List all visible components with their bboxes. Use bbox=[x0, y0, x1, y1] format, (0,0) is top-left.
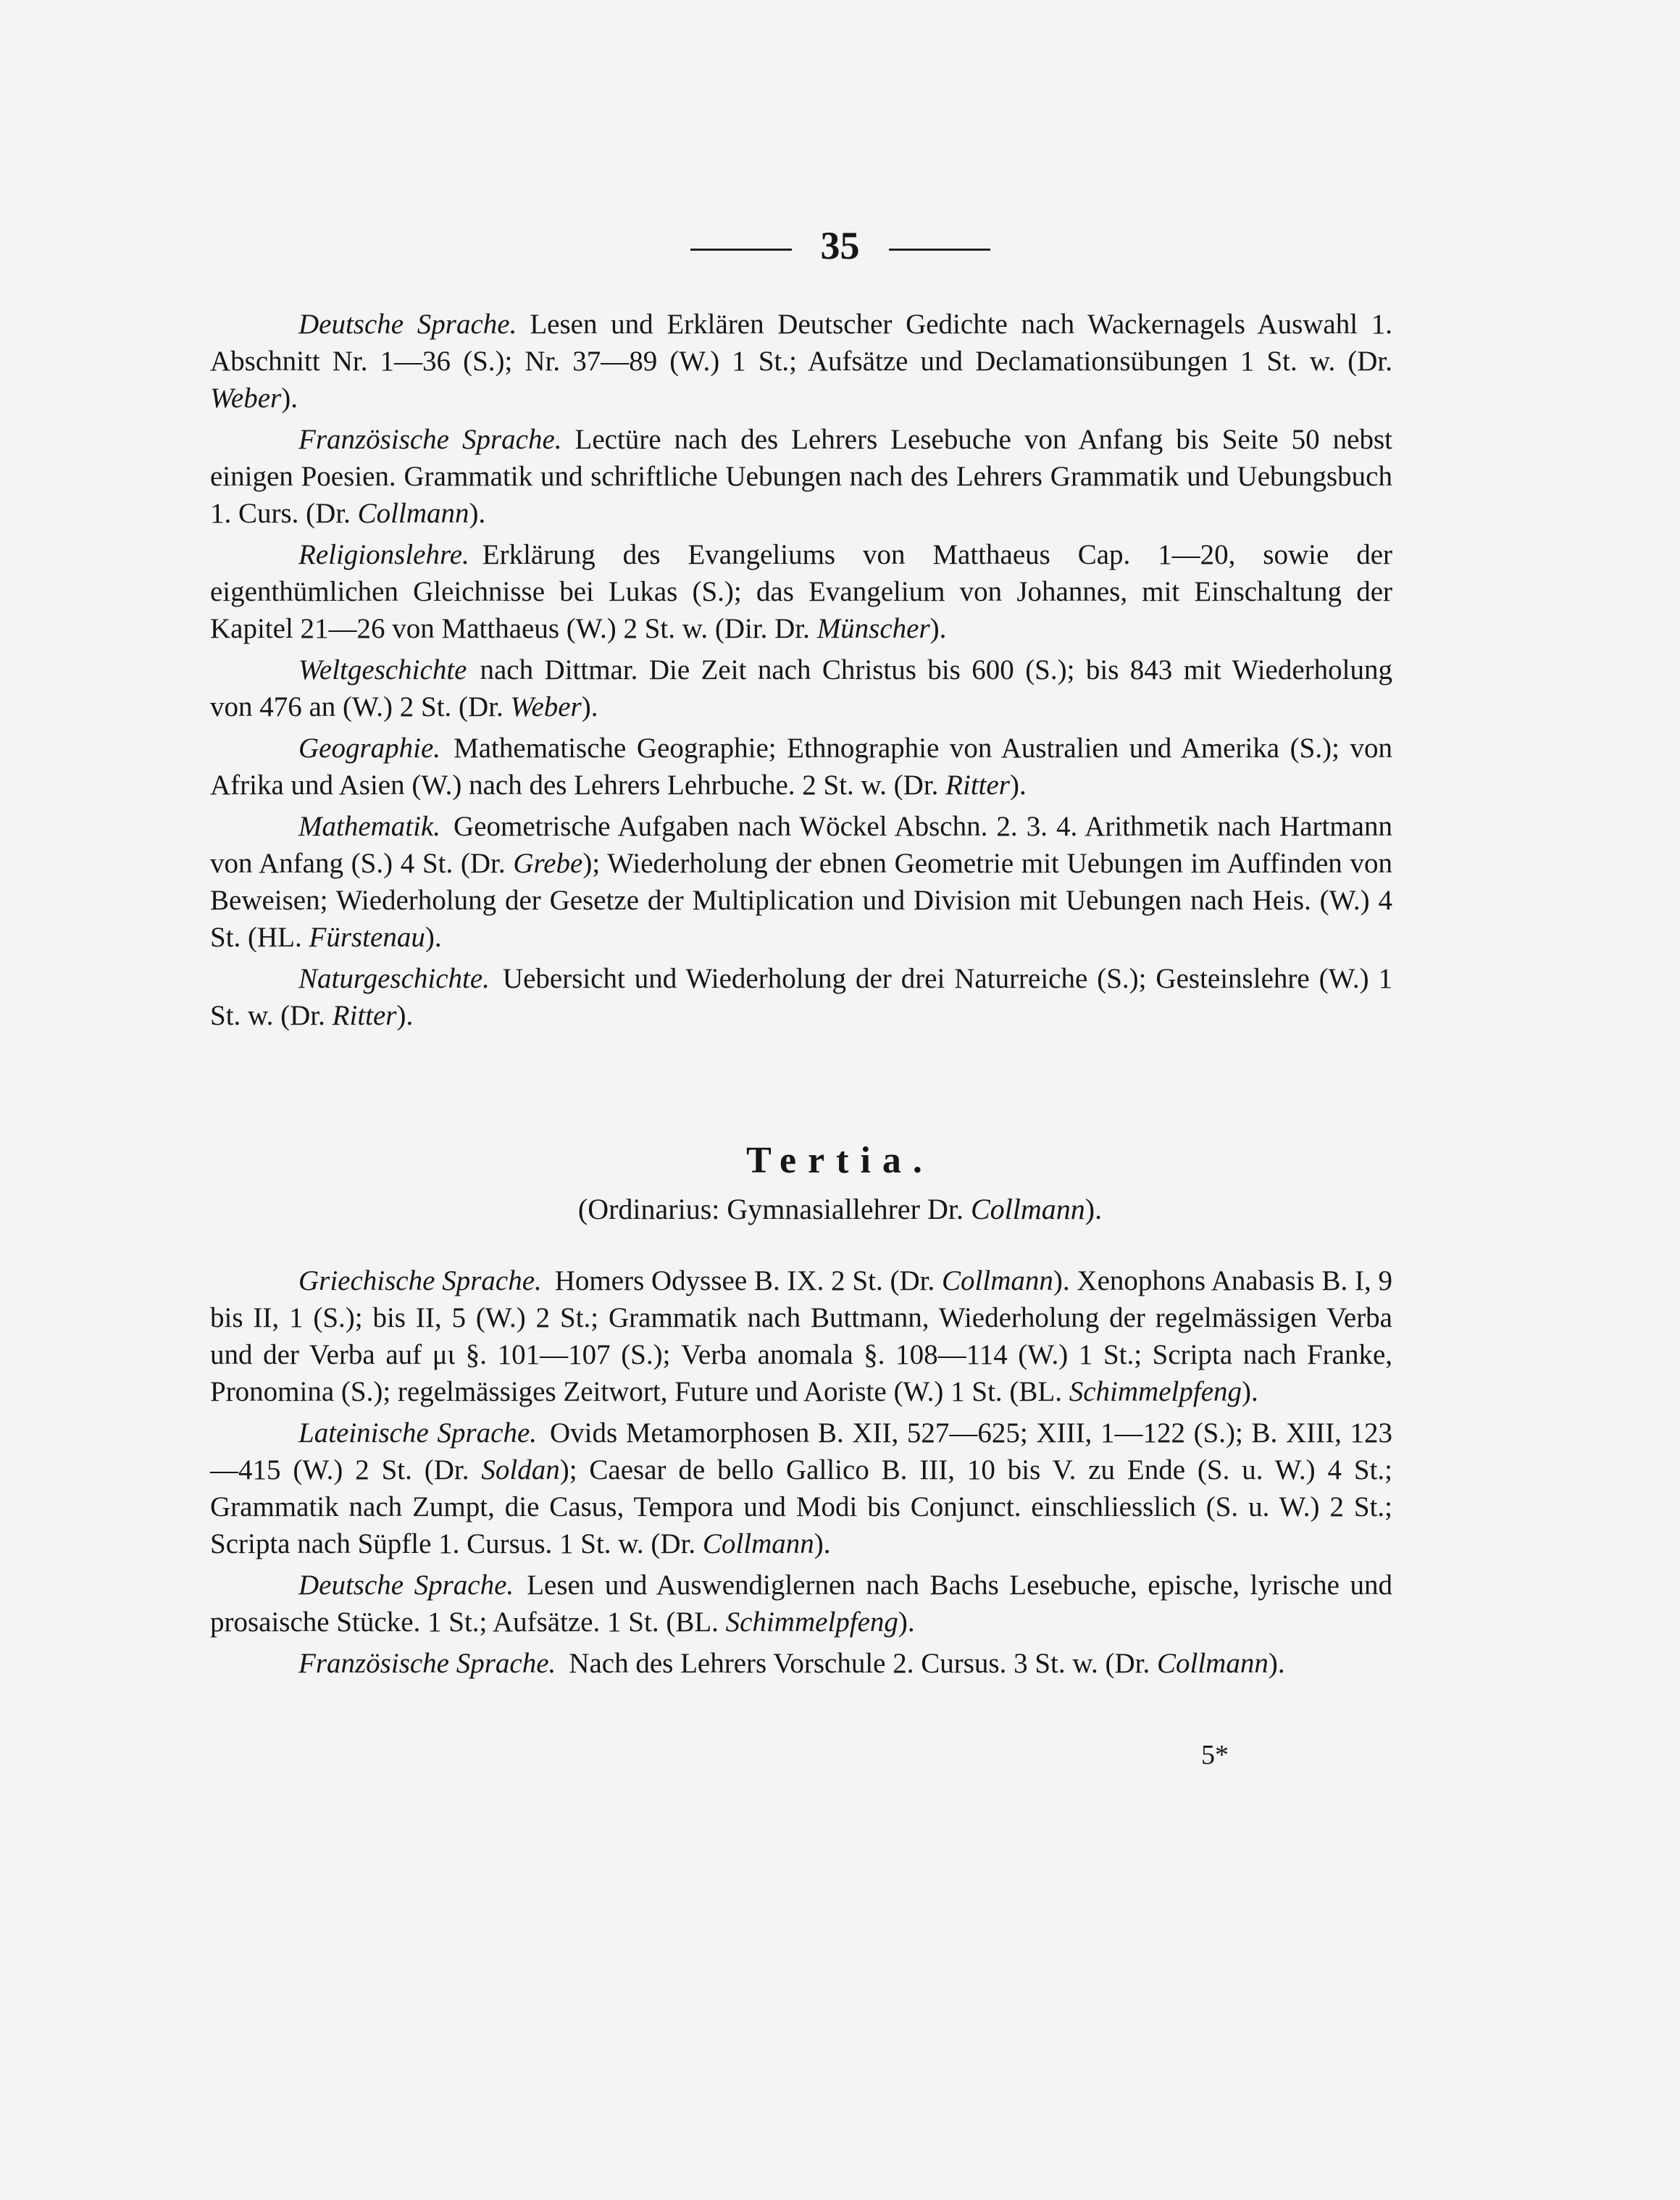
subject-text: Uebersicht und Wiederholung der drei Naturreiche (S.); Gesteinslehre (W.) 1 St. w. (Dr. bbox=[210, 963, 1392, 1031]
teacher-name: Collmann bbox=[1156, 1648, 1269, 1679]
subject-paragraph bbox=[210, 306, 1392, 417]
teacher-name: Schimmelpfeng bbox=[725, 1607, 898, 1638]
teacher-name: Weber bbox=[210, 383, 282, 414]
teacher-name: Collmann bbox=[702, 1528, 814, 1559]
subject-text: ). bbox=[396, 1000, 414, 1031]
subject-heading: Naturgeschichte. bbox=[298, 963, 490, 994]
subject-text: Homers Odyssee B. IX. 2 St. (Dr. bbox=[554, 1265, 943, 1296]
subject-text: ). Xenophons Anabasis B. I, 9 bis II, 1 (S.); bis II, 5 (W.) 2 St.; Grammatik nach Buttmann, Wiederholung der regelmässigen Verba und der Verba auf μι §. 101—107 (S.); Verba anomala §. 108—114 (W.) 1 St.; Scripta nach Franke, Pronomina (S.); regelmässiges Zeitwort, Future und Aoriste (W.) 1 St. (BL. bbox=[210, 1265, 1393, 1407]
subject-paragraph bbox=[210, 1414, 1392, 1562]
teacher-name: Weber bbox=[510, 691, 582, 722]
teacher-name: Collmann bbox=[357, 498, 469, 529]
subject-text: ). bbox=[581, 691, 598, 722]
subject-text: ). bbox=[898, 1607, 915, 1638]
section-heading: Tertia. bbox=[746, 1140, 934, 1181]
ordinarius-close: ). bbox=[1085, 1193, 1103, 1225]
subject-heading: Geographie. bbox=[298, 733, 441, 764]
subject-text: ); Wiederholung der ebnen Geometrie mit Uebungen im Auffinden von Beweisen; Wiederholung der Gesetze der Multiplication und Division mit Uebungen nach Heis. (W.) 4 St. (HL. bbox=[210, 848, 1392, 953]
subject-paragraph bbox=[210, 808, 1392, 956]
subject-text: Geometrische Aufgaben nach Wöckel Abschn. 2. 3. 4. Arithmetik nach Hartmann von Anfang (S.) 4 St. (Dr. bbox=[210, 811, 1392, 879]
teacher-name: Ritter bbox=[945, 770, 1010, 801]
subject-paragraph bbox=[210, 1645, 1392, 1682]
subject-text: ). bbox=[281, 383, 298, 414]
subject-paragraph bbox=[210, 651, 1392, 725]
header-rule-left bbox=[690, 249, 792, 251]
subject-paragraph bbox=[210, 730, 1392, 804]
signature-mark: 5* bbox=[1201, 1740, 1229, 1770]
teacher-name: Fürstenau bbox=[309, 922, 425, 953]
subject-heading: Deutsche Sprache. bbox=[298, 309, 517, 340]
subject-heading: Griechische Sprache. bbox=[298, 1265, 542, 1296]
subject-text: Lectüre nach des Lehrers Lesebuche von Anfang bis Seite 50 nebst einigen Poesien. Grammatik und schriftliche Uebungen nach des Lehrers Grammatik und Uebungsbuch 1. Curs. (Dr. bbox=[210, 424, 1392, 529]
subject-text: ). bbox=[1242, 1376, 1258, 1407]
subjects-block-upper bbox=[210, 306, 1392, 1038]
subject-text: ). bbox=[469, 498, 486, 529]
subject-text: ); Caesar de bello Gallico B. III, 10 bis V. zu Ende (S. u. W.) 4 St.; Grammatik nach Zumpt, die Casus, Tempora und Modi bis Conjunct. einschliesslich (S. u. W.) 2 St.; Scripta nach Süpfle 1. Cursus. 1 St. w. (Dr. bbox=[210, 1454, 1392, 1559]
ordinarius-teacher: Collmann bbox=[970, 1193, 1085, 1225]
subject-text: ). bbox=[929, 613, 947, 644]
teacher-name: Schimmelpfeng bbox=[1069, 1376, 1242, 1407]
subject-text: Nach des Lehrers Vorschule 2. Cursus. 3 St. w. (Dr. bbox=[569, 1648, 1157, 1679]
teacher-name: Grebe bbox=[513, 848, 583, 879]
section-ordinarius bbox=[0, 1192, 1680, 1226]
subject-text: ). bbox=[1268, 1648, 1285, 1679]
subject-heading: Religionslehre. bbox=[298, 539, 469, 570]
page-header bbox=[0, 223, 1680, 268]
subject-heading: Deutsche Sprache. bbox=[298, 1570, 514, 1601]
subject-text: ). bbox=[1010, 770, 1027, 801]
header-rule-right bbox=[889, 249, 990, 251]
teacher-name: Münscher bbox=[816, 613, 930, 644]
subject-text: Erklärung des Evangeliums von Matthaeus Cap. 1—20, sowie der eigenthümlichen Gleichnisse bei Lukas (S.); das Evangelium von Johannes, mit Einschaltung der Kapitel 21—26 von Matthaeus (W.) 2 St. w. (Dir. Dr. bbox=[210, 539, 1392, 644]
subject-paragraph bbox=[210, 536, 1392, 647]
subject-text: Lesen und Erklären Deutscher Gedichte nach Wackernagels Auswahl 1. Abschnitt Nr. 1—36 (S.); Nr. 37—89 (W.) 1 St.; Aufsätze und Declamationsübungen 1 St. w. (Dr. bbox=[210, 309, 1393, 377]
subjects-block-tertia bbox=[210, 1262, 1392, 1686]
subject-paragraph bbox=[210, 1567, 1392, 1641]
subject-text: ). bbox=[425, 922, 442, 953]
subject-text: nach Dittmar. Die Zeit nach Christus bis 600 (S.); bis 843 mit Wiederholung von 476 an (W.) 2 St. (Dr. bbox=[210, 654, 1392, 722]
subject-text: Mathematische Geographie; Ethnographie von Australien und Amerika (S.); von Afrika und Asien (W.) nach des Lehrers Lehrbuche. 2 St. w. (Dr. bbox=[210, 733, 1392, 801]
subject-heading: Französische Sprache. bbox=[298, 1648, 556, 1679]
subject-text: Ovids Metamorphosen B. XII, 527—625; XIII, 1—122 (S.); B. XIII, 123—415 (W.) 2 St. (Dr. bbox=[210, 1417, 1392, 1486]
subject-paragraph bbox=[210, 421, 1392, 532]
subject-text: Lesen und Auswendiglernen nach Bachs Lesebuche, epische, lyrische und prosaische Stücke. 1 St.; Aufsätze. 1 St. (BL. bbox=[210, 1570, 1392, 1638]
subject-paragraph bbox=[210, 960, 1392, 1034]
subject-text: ). bbox=[814, 1528, 831, 1559]
page-number: 35 bbox=[820, 224, 860, 267]
subject-heading: Französische Sprache. bbox=[298, 424, 562, 455]
subject-heading: Mathematik. bbox=[298, 811, 441, 842]
subject-heading: Weltgeschichte bbox=[298, 654, 467, 686]
subject-heading: Lateinische Sprache. bbox=[298, 1417, 538, 1449]
subject-paragraph bbox=[210, 1262, 1392, 1410]
ordinarius-text: (Ordinarius: Gymnasiallehrer Dr. bbox=[577, 1193, 971, 1225]
teacher-name: Collmann bbox=[942, 1265, 1053, 1296]
teacher-name: Ritter bbox=[332, 1000, 397, 1031]
teacher-name: Soldan bbox=[481, 1454, 560, 1486]
